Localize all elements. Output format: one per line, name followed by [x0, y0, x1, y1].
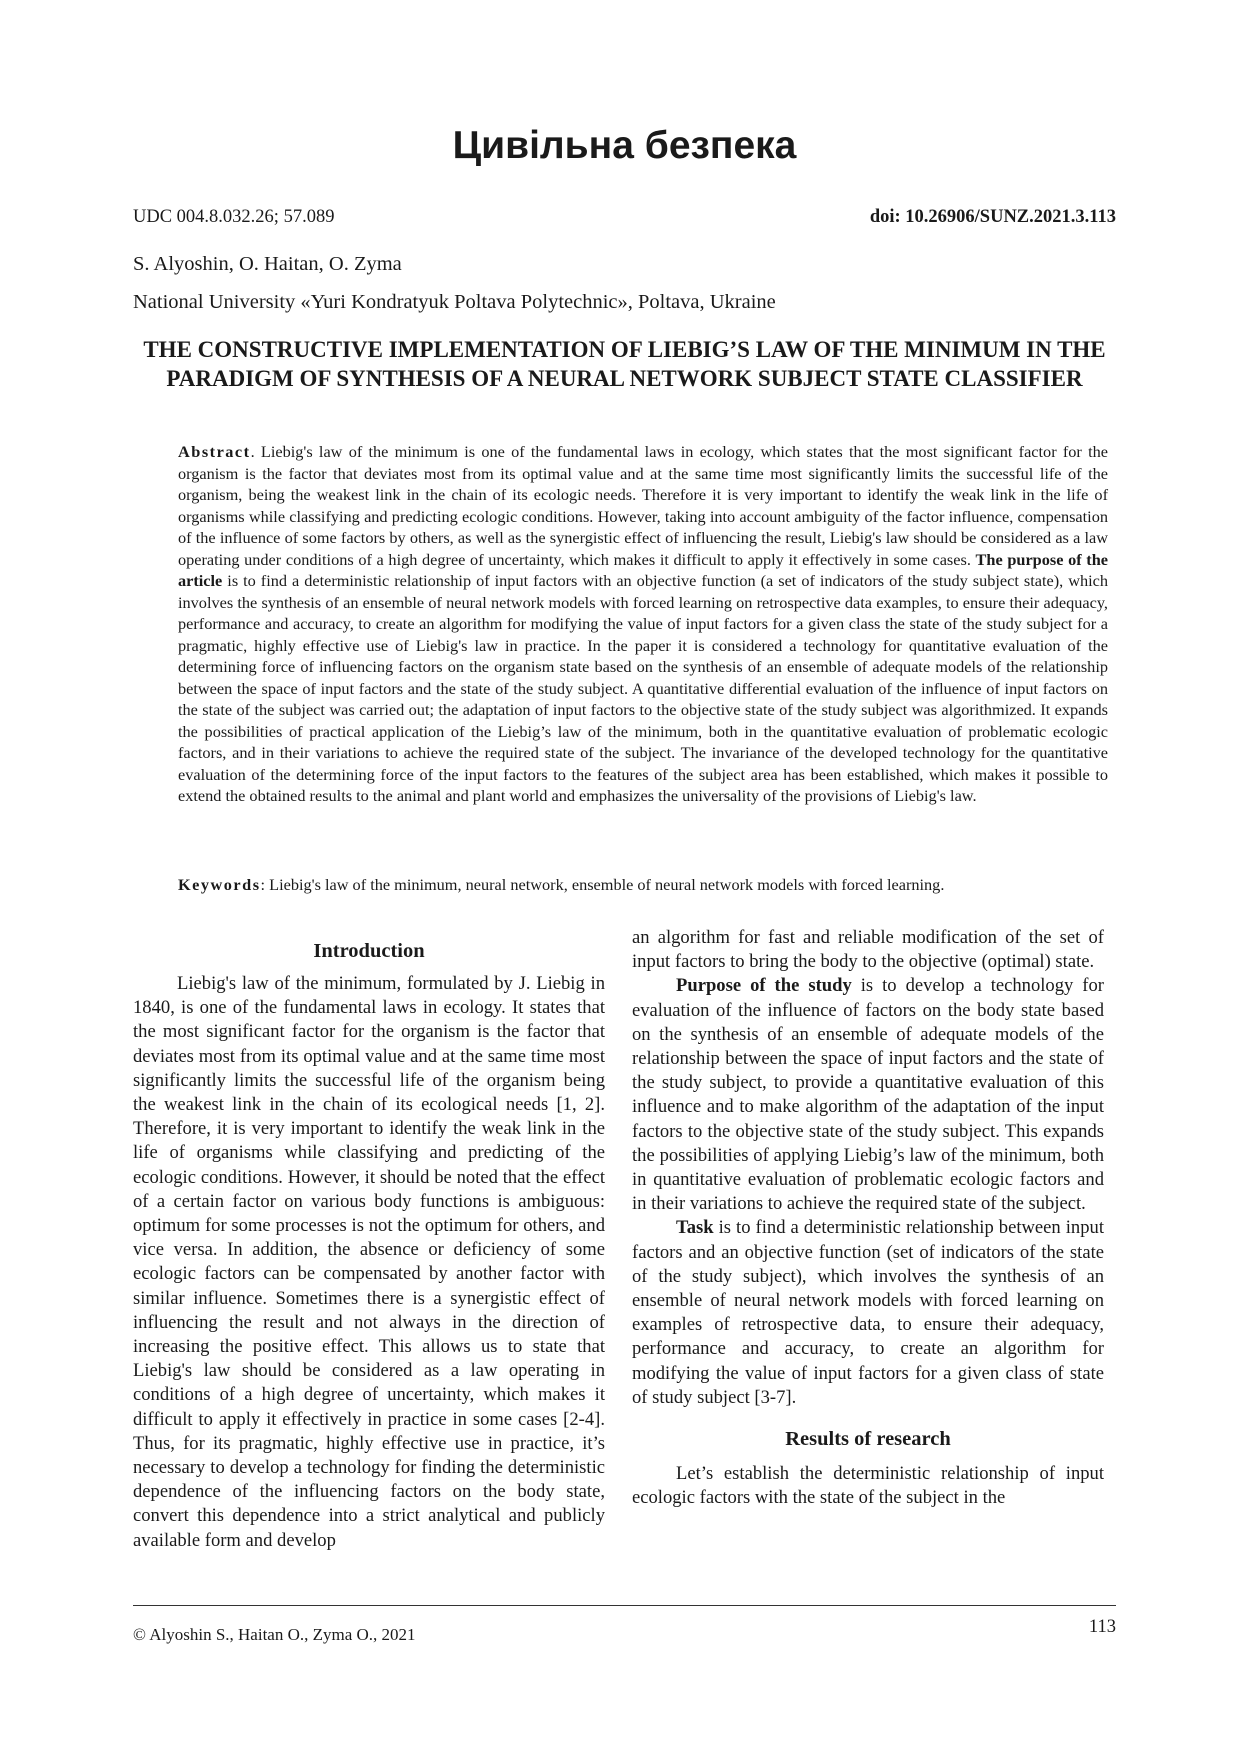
footer-copyright: © Alyoshin S., Haitan O., Zyma O., 2021 — [133, 1625, 416, 1644]
affiliation: National University «Yuri Kondratyuk Poltava Polytechnic», Poltava, Ukraine — [133, 291, 776, 313]
article-title: THE CONSTRUCTIVE IMPLEMENTATION OF LIEBIG’S LAW OF THE MINIMUM IN THE PARADIGM OF SYNTHESIS OF A NEURAL NETWORK SUBJECT STATE CLASSIFIER — [143, 337, 1106, 391]
footer-divider — [133, 1605, 1116, 1606]
task-label: Task — [676, 1217, 714, 1239]
task-text: is to find a deterministic relationship between input factors and an objective function (set of indicators of the state of the study subject), which involves the synthesis of an ensemble of neural network models with forced learning on examples of retrospective data, to ensure their adequacy, performance and accuracy, to create an algorithm for modifying the value of input factors for a given class of state of study subject [3-7]. — [632, 1217, 1104, 1408]
right-column — [632, 926, 1104, 1510]
task-paragraph — [632, 1216, 1104, 1410]
introduction-continuation: an algorithm for fast and reliable modification of the set of input factors to bring the body to the objective (optimal) state. — [632, 927, 1104, 973]
journal-section-title: Цивільна безпека — [452, 124, 797, 167]
abstract-text-2: is to find a deterministic relationship of input factors with an objective function (a set of indicators of the study subject state), which involves the synthesis of an ensemble of neural network models with forced learning on retrospective data examples, to ensure their adequacy, performance and accuracy, to create an algorithm for modifying the value of input factors for a given class the state of the study subject for a pragmatic, highly effective use of Liebig's law in practice. In the paper it is considered a technology for quantitative evaluation of the determining force of influencing factors on the organism state based on the synthesis of an ensemble of adequate models of the relationship between the space of input factors and the state of the study subject. A quantitative differential evaluation of the influence of input factors on the state of the subject was carried out; the adaptation of input factors to the objective state of the study subject was algorithmized. It expands the possibilities of practical application of the Liebig’s law of the minimum, both in the quantitative evaluation of problematic ecologic factors, and in their variations to achieve the required state of the subject. The invariance of the developed technology for the quantitative evaluation of the determining force of the input factors to the features of the subject area has been established, which makes it possible to extend the obtained results to the animal and plant world and emphasizes the universality of the provisions of Liebig's law. — [178, 571, 1108, 805]
purpose-label: Purpose of the study — [676, 975, 852, 997]
purpose-paragraph — [632, 974, 1104, 1216]
abstract-label: Abstract — [178, 442, 251, 461]
left-column — [133, 938, 605, 1553]
udc-code: UDC 004.8.032.26; 57.089 — [133, 207, 335, 227]
authors: S. Alyoshin, O. Haitan, O. Zyma — [133, 253, 402, 275]
page-number: 113 — [1088, 1617, 1116, 1637]
abstract-text-1: . Liebig's law of the minimum is one of the fundamental laws in ecology, which states that the most significant factor for the organism is the factor that deviates most from its optimal value and at the same time most significantly limits the successful life of the organism, being the weakest link in the chain of its ecologic needs. Therefore it is very important to identify the weak link in the life of organisms while classifying and predicting ecologic conditions. However, taking into account ambiguity of the factor influence, compensation of the influence of some factors by others, as well as the synergistic effect of influencing the result, Liebig's law should be considered as a law operating under conditions of a high degree of uncertainty, which makes it difficult to apply it effectively in some cases. — [178, 442, 1108, 569]
results-heading: Results of research — [785, 1428, 951, 1451]
doi-link[interactable]: doi: 10.26906/SUNZ.2021.3.113 — [869, 207, 1116, 227]
introduction-heading: Introduction — [313, 940, 425, 962]
keywords-label: Keywords — [178, 875, 261, 894]
keywords-text: : Liebig's law of the minimum, neural network, ensemble of neural network models with forced learning. — [260, 875, 945, 894]
results-paragraph: Let’s establish the deterministic relationship of input ecologic factors with the state of the subject in the — [632, 1463, 1104, 1509]
introduction-paragraph: Liebig's law of the minimum, formulated by J. Liebig in 1840, is one of the fundamental laws in ecology. It states that the most significant factor for the organism is the factor that deviates most from its optimal value and at the same time most significantly limits the successful life of the organism being the weakest link in the chain of its ecological needs [1, 2]. Therefore, it is very important to identify the weak link in the life of organisms while classifying and predicting of the ecologic conditions. However, it should be noted that the effect of a certain factor on various body functions is ambiguous: optimum for some processes is not the optimum for others, and vice versa. In addition, the absence or deficiency of some ecologic factors can be compensated by another factor with similar influence. Sometimes there is a synergistic effect of influencing the result and not always in the direction of increasing the positive effect. This allows us to state that Liebig's law should be considered as a law operating in conditions of a high degree of uncertainty, which makes it difficult to apply it effectively in practice in some cases [2-4]. Thus, for its pragmatic, highly effective use in practice, it’s necessary to develop a technology for finding the deterministic dependence of the influencing factors on the body state, convert this dependence into a strict analytical and publicly available form and develop — [133, 973, 605, 1551]
abstract — [178, 441, 1108, 807]
abstract-purpose-label: The purpose of the article — [178, 549, 1108, 590]
keywords — [178, 874, 1108, 896]
purpose-text: is to develop a technology for evaluation of the influence of factors on the body state based on the synthesis of an ensemble of adequate models of the relationship between the space of input factors and the state of the study subject, to provide a quantitative evaluation of this influence and to make algorithm of the adaptation of the input factors to the objective state of the study subject. This expands the possibilities of applying Liebig’s law of the minimum, both in quantitative evaluation of problematic ecologic factors and in their variations to achieve the required state of the subject. — [632, 975, 1104, 1215]
